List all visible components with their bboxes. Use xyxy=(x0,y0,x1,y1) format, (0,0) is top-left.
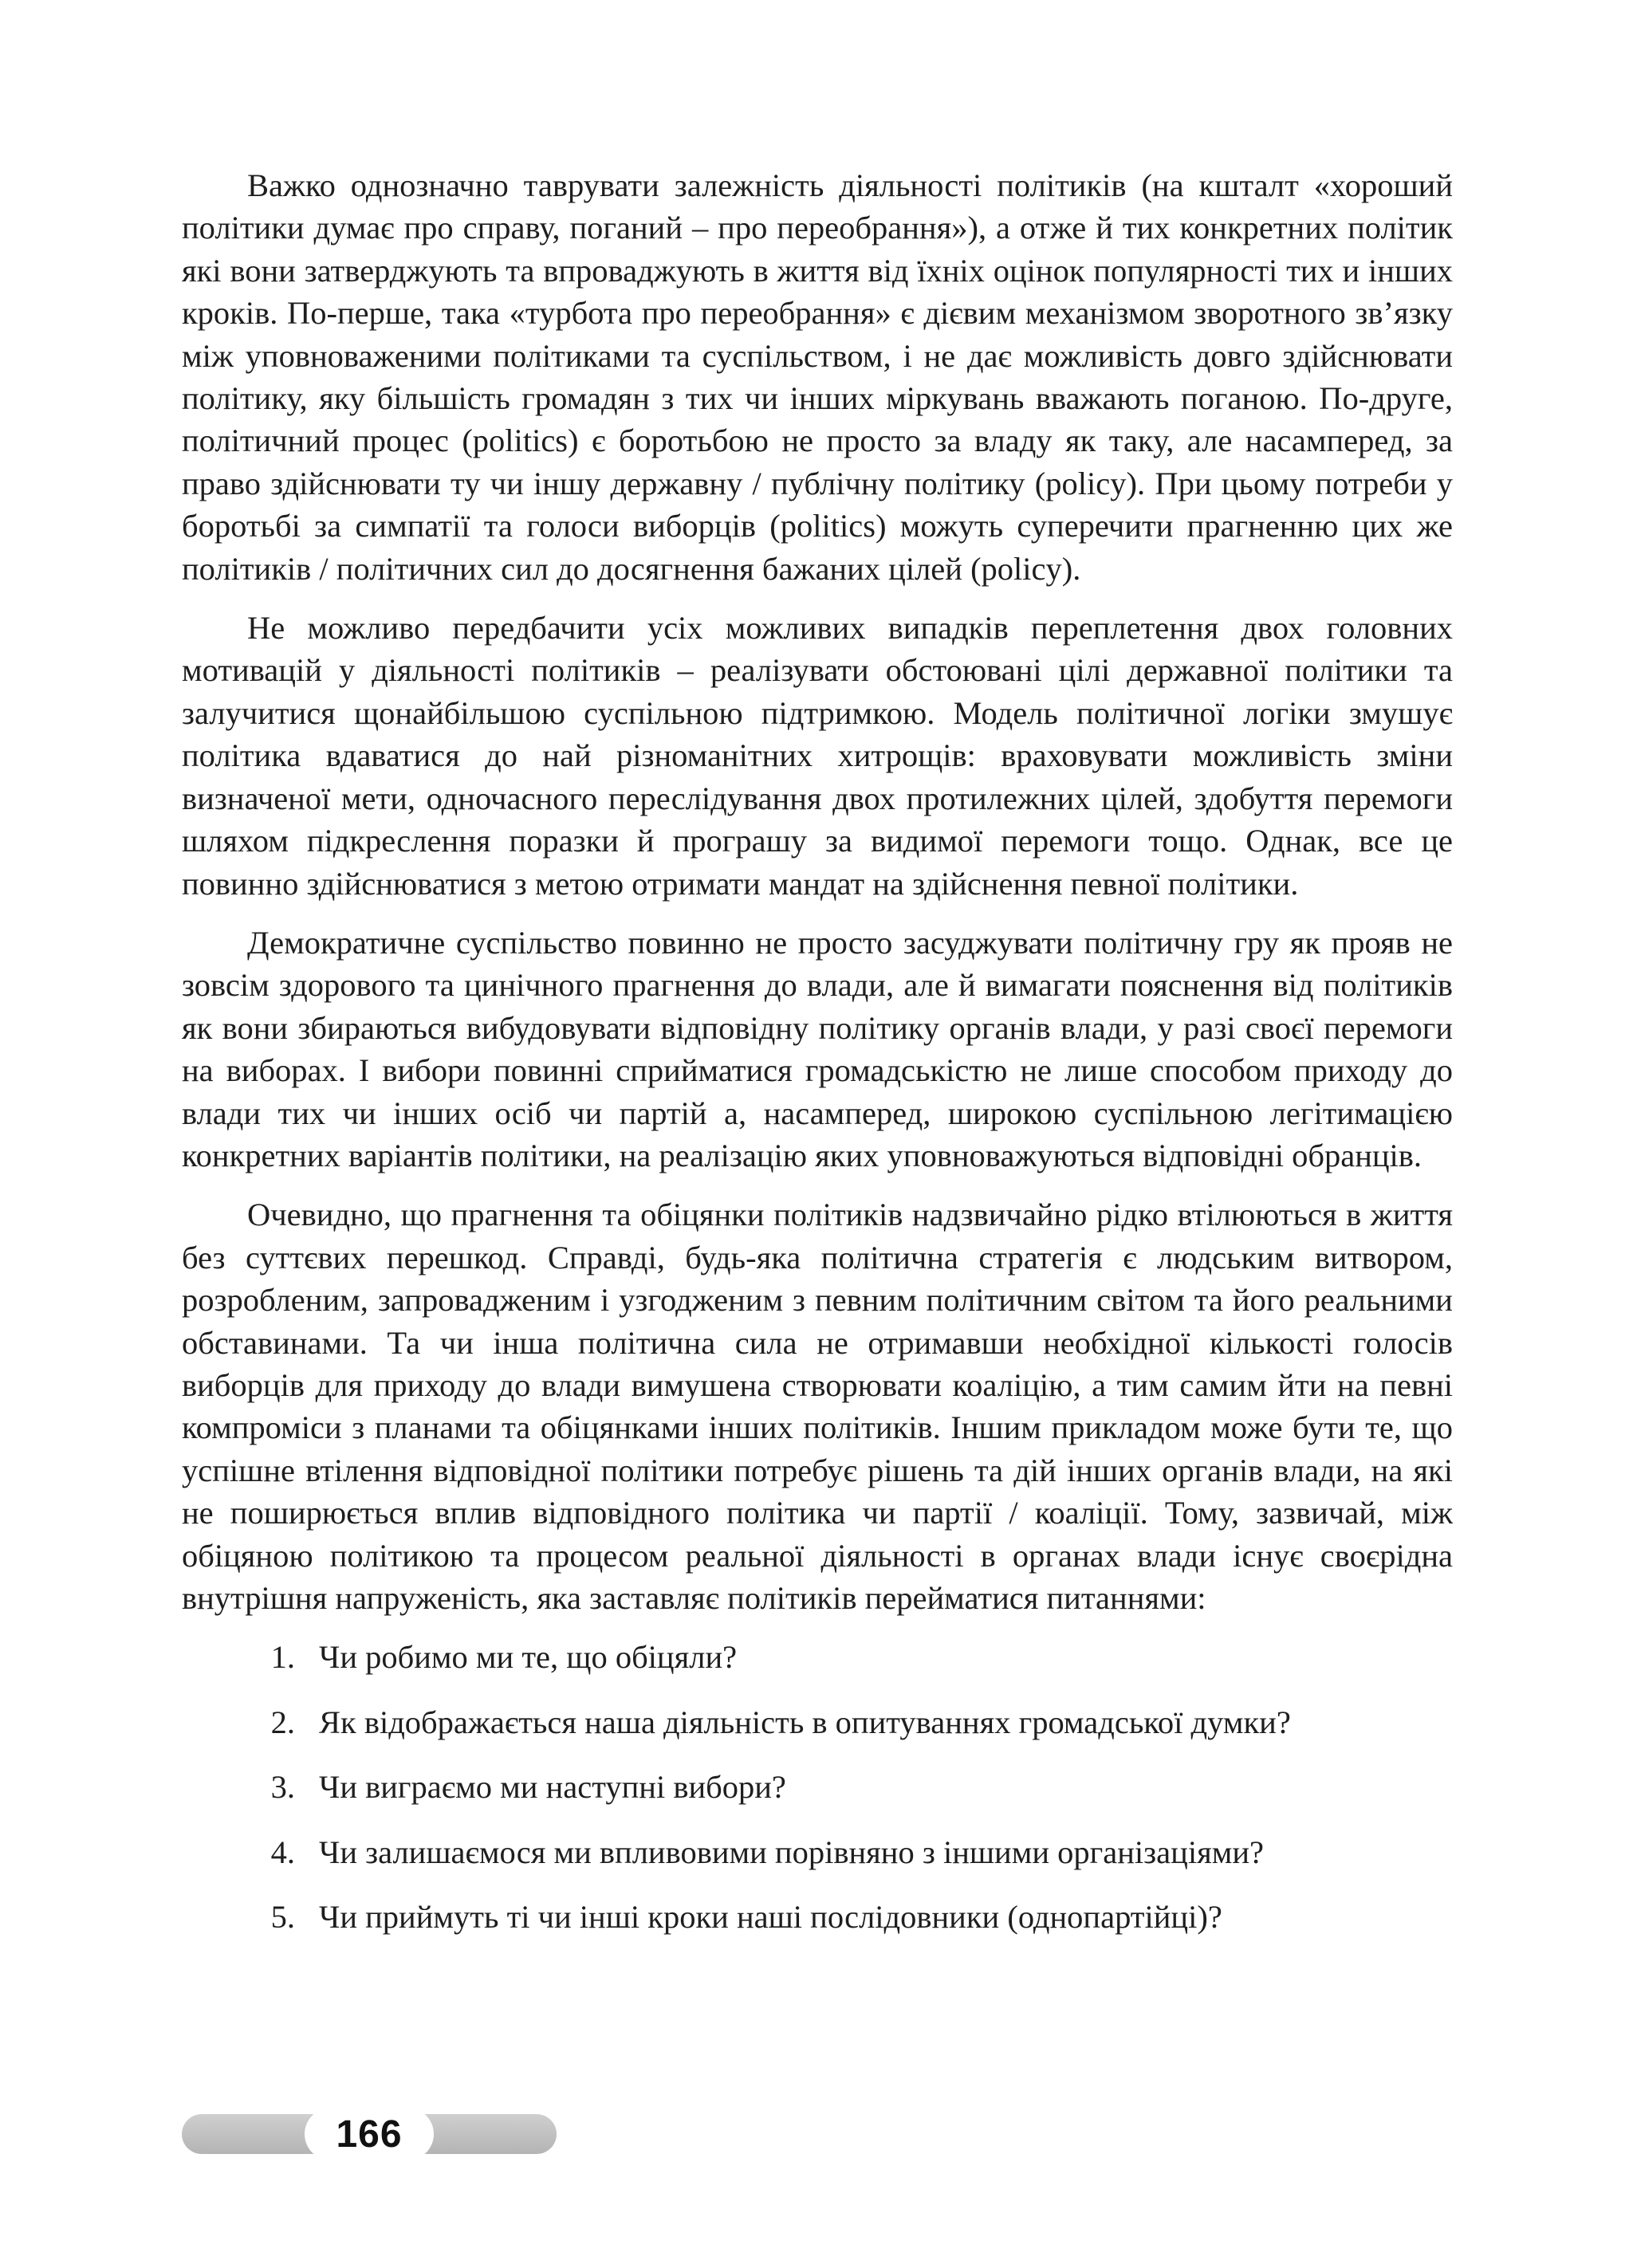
paragraph-4: Очевидно, що прагнення та обіцянки політиків надзвичайно рідко втілюються в життя без суттєвих перешкод. Справді, будь-яка політична стратегія є людським витвором, розробленим, запровадженим і узгодженим з певним політичним світом та його реальними обставинами. Та чи інша політична сила не отримавши необхідної кількості голосів виборців для приходу до влади вимушена створювати коаліцію, а тим самим йти на певні компроміси з планами та обіцянками інших політиків. Іншим прикладом може бути те, що успішне втілення відповідної політики потребує рішень та дій інших органів влади, на які не поширюється вплив відповідного політика чи партії / коаліції. Тому, зазвичай, між обіцяною політикою та процесом реальної діяльності в органах влади існує своєрідна внутрішня напруженість, яка заставляє політиків перейматися питаннями: xyxy=(182,1197,1453,1616)
list-item-number: 4. xyxy=(270,1834,295,1870)
paragraph-2: Не можливо передбачити усіх можливих випадків переплетення двох головних мотивацій у діяльності політиків – реалізувати обстоювані цілі державної політики та залучитися щонайбільшою суспільною підтримкою. Модель політичної логіки змушує політика вдаватися до най різноманітних хитрощів: враховувати можливість зміни визначеної мети, одночасного переслідування двох протилежних цілей, здобуття перемоги шляхом підкреслення поразки й програшу за видимої перемоги тощо. Однак, все це повинно здійснюватися з метою отримати мандат на здійснення певної політики. xyxy=(182,610,1453,902)
list-item-text: Як відображається наша діяльність в опитуваннях громадської думки? xyxy=(319,1704,1291,1740)
list-item-number: 3. xyxy=(270,1769,295,1806)
main-text xyxy=(182,164,1453,1960)
list-item-text: Чи залишаємося ми впливовими порівняно з іншими організаціями? xyxy=(319,1834,1264,1870)
list-item-number: 1. xyxy=(270,1639,295,1676)
list-item-number: 2. xyxy=(270,1704,295,1740)
list-item xyxy=(182,1831,1453,1873)
paragraph-1: Важко однозначно таврувати залежність діяльності політиків (на кшталт «хороший політики думає про справу, поганий – про переобрання»), а отже й тих конкретних політик які вони затверджують та впроваджують в життя від їхніх оцінок популярності тих и інших кроків. По-перше, така «турбота про переобрання» є дієвим механізмом зворотного зв’язку між уповноваженими політиками та суспільством, і не дає можливість довго здійснювати політику, яку більшість громадян з тих чи інших міркувань вважають поганою. По-друге, політичний процес (politics) є боротьбою не просто за владу як таку, але насамперед, за право здійснювати ту чи іншу державну / публічну політику (policy). При цьому потреби у боротьбі за симпатії та голоси виборців (politics) можуть суперечити прагненню цих же політиків / політичних сил до досягнення бажаних цілей (policy). xyxy=(182,167,1453,587)
list-item-text: Чи приймуть ті чи інші кроки наші послідовники (однопартійці)? xyxy=(319,1899,1222,1936)
paragraph-3: Демократичне суспільство повинно не просто засуджувати політичну гру як прояв не зовсім здорового та цинічного прагнення до влади, але й вимагати пояснення від політиків як вони збираються вибудовувати відповідну політику органів влади, у разі своєї перемоги на виборах. І вибори повинні сприйматися громадськістю не лише способом приходу до влади тих чи інших осіб чи партій а, насамперед, широкою суспільною легітимацією конкретних варіантів політики, на реалізацію яких уповноважуються відповідні обранців. xyxy=(182,924,1453,1173)
list-item xyxy=(182,1766,1453,1808)
list-item-number: 5. xyxy=(270,1899,295,1936)
list-item-text: Чи виграємо ми наступні вибори? xyxy=(319,1769,786,1806)
list-item xyxy=(182,1636,1453,1678)
list-item-text: Чи робимо ми те, що обіцяли? xyxy=(319,1639,738,1676)
page-number: 166 xyxy=(305,2108,434,2160)
list-item xyxy=(182,1701,1453,1743)
questions-list xyxy=(182,1636,1453,1938)
list-item xyxy=(182,1896,1453,1938)
